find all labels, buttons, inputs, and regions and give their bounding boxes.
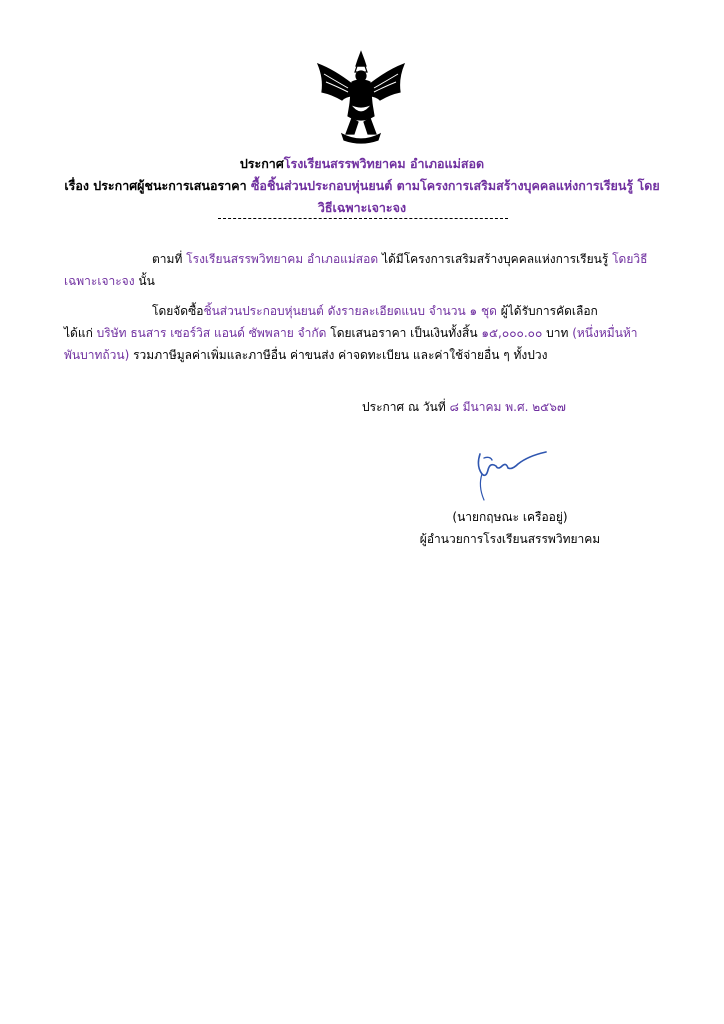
bid-amount: ๑๕,๐๐๐.๐๐ — [481, 326, 543, 340]
separator-line — [218, 218, 508, 219]
date-value: ๘ มีนาคม พ.ศ. ๒๕๖๗ — [449, 400, 566, 414]
p1-school: โรงเรียนสรรพวิทยาคม อำเภอแม่สอด — [186, 252, 379, 266]
paragraph-2-line-3 — [64, 345, 547, 365]
p2-prefix: โดยจัดซื้อ — [152, 304, 204, 318]
p1-prefix: ตามที่ — [152, 252, 187, 266]
announcement-subject-cont: วิธีเฉพาะเจาะจง — [317, 200, 407, 215]
date-prefix: ประกาศ ณ วันที่ — [362, 400, 450, 414]
winning-company: บริษัท ธนสาร เซอร์วิส แอนด์ ซัพพลาย จำกัด — [96, 326, 327, 340]
subject-purchase: ซื้อชิ้นส่วนประกอบหุ่นยนต์ ตามโครงการเสริมสร้างบุคคลแห่งการเรียนรู้ โดย — [250, 178, 660, 193]
p2-end: ผู้ได้รับการคัดเลือก — [496, 304, 598, 318]
announcement-subject — [60, 176, 664, 196]
paragraph-1-line-1 — [152, 249, 647, 269]
p2-item: ชิ้นส่วนประกอบหุ่นยนต์ ดังรายละเอียดแนบ จำนวน ๑ ชุด — [203, 304, 497, 318]
announcement-date — [362, 397, 566, 417]
handwritten-signature-icon — [462, 448, 558, 502]
paragraph-1-line-2 — [64, 271, 155, 291]
title-school: โรงเรียนสรรพวิทยาคม อำเภอแม่สอด — [283, 156, 485, 171]
p1-end: นั้น — [134, 274, 155, 288]
announcement-title — [60, 154, 664, 174]
paragraph-2-line-1 — [152, 301, 598, 321]
signatory-position: ผู้อำนวยการโรงเรียนสรรพวิทยาคม — [419, 532, 601, 546]
amount-in-words: (หนึ่งหมื่นห้า — [572, 326, 638, 340]
title-prefix: ประกาศ — [239, 156, 284, 171]
p1-method-cont: เฉพาะเจาะจง — [64, 274, 135, 288]
paragraph-2-line-2 — [64, 323, 638, 343]
p3-mid: โดยเสนอราคา เป็นเงินทั้งสิ้น — [326, 326, 482, 340]
signatory-name: (นายกฤษณะ เครืออยู่) — [452, 510, 568, 524]
p3-prefix: ได้แก่ — [64, 326, 97, 340]
p1-project: ได้มีโครงการเสริมสร้างบุคคลแห่งการเรียนรู้ — [378, 252, 613, 266]
amount-in-words-cont: พันบาทถ้วน) — [64, 348, 130, 362]
p1-method: โดยวิธี — [612, 252, 648, 266]
subject-prefix: เรื่อง ประกาศผู้ชนะการเสนอราคา — [64, 178, 251, 193]
baht-label: บาท — [542, 326, 573, 340]
garuda-emblem-icon — [312, 48, 410, 146]
p4-end: รวมภาษีมูลค่าเพิ่มและภาษีอื่น ค่าขนส่ง ค่าจดทะเบียน และค่าใช้จ่ายอื่น ๆ ทั้งปวง — [129, 348, 548, 362]
